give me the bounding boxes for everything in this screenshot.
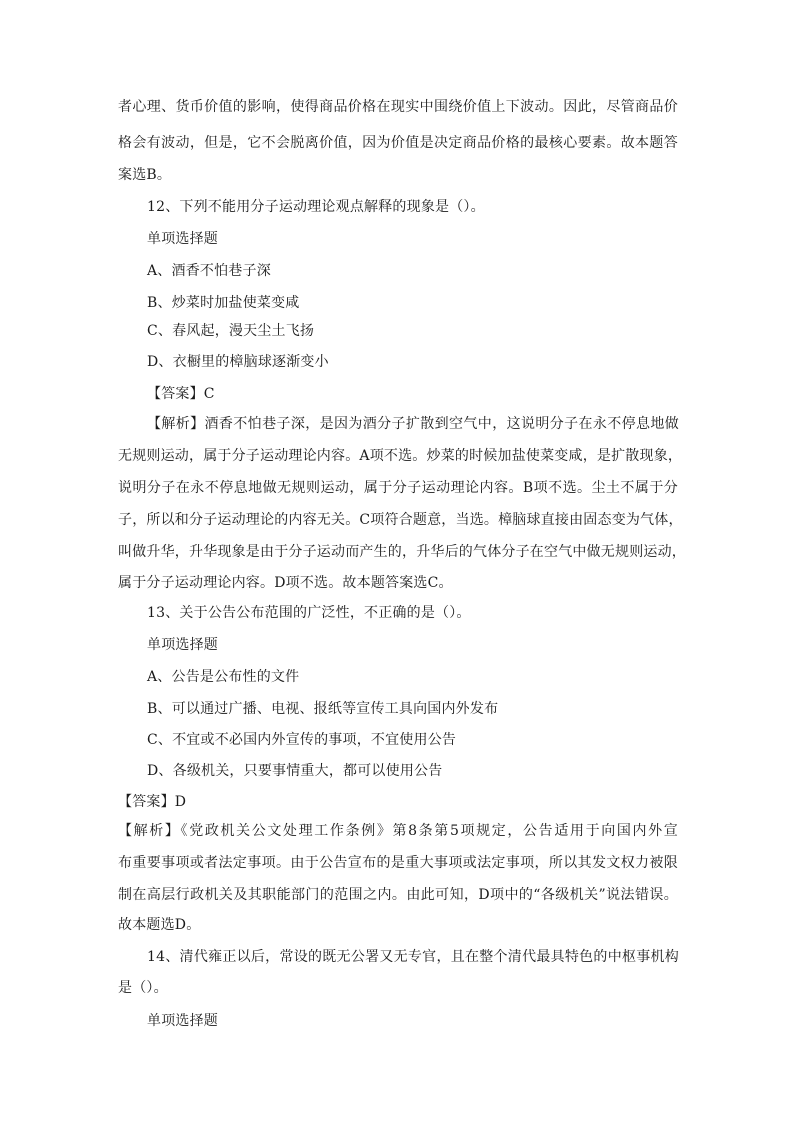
paragraph-line: 者心理、货币价值的影响，使得商品价格在现实中围绕价值上下波动。因此，尽管商品价 xyxy=(118,99,678,115)
option-c: C、不宜或不必国内外宣传的事项，不宜使用公告 xyxy=(147,732,457,748)
explanation-line: 属于分子运动理论内容。D项不选。故本题答案选C。 xyxy=(118,575,453,591)
option-d: D、各级机关，只要事情重大，都可以使用公告 xyxy=(147,763,443,779)
explanation-line: 制在高层行政机关及其职能部门的范围之内。由此可知，D项中的“各级机关”说法错误。 xyxy=(118,887,678,903)
answer-label: 【答案】C xyxy=(147,386,215,402)
explanation-line: 子，所以和分子运动理论的内容无关。C项符合题意，当选。樟脑球直接由固态变为气体， xyxy=(118,512,683,528)
question-14-title-continued: 是（）。 xyxy=(118,980,168,996)
explanation-line: 【解析】酒香不怕巷子深，是因为酒分子扩散到空气中，这说明分子在永不停息地做 xyxy=(147,416,679,432)
option-d: D、衣橱里的樟脑球逐渐变小 xyxy=(147,354,329,370)
paragraph-line: 格会有波动，但是，它不会脱离价值，因为价值是决定商品价格的最核心要素。故本题答 xyxy=(118,135,678,151)
paragraph-line: 案选B。 xyxy=(118,167,172,183)
explanation-line: 说明分子在永不停息地做无规则运动，属于分子运动理论内容。B项不选。尘土不属于分 xyxy=(118,480,678,496)
question-type-label: 单项选择题 xyxy=(147,1013,218,1029)
explanation-line: 故本题选D。 xyxy=(118,917,201,933)
explanation-line: 叫做升华，升华现象是由于分子运动而产生的，升华后的气体分子在空气中做无规则运动， xyxy=(118,544,686,560)
option-a: A、公告是公布性的文件 xyxy=(147,669,300,685)
explanation-line: 【解析】《党政机关公文处理工作条例》第8条第5项规定，公告适用于向国内外宣 xyxy=(118,823,678,839)
explanation-line: 无规则运动，属于分子运动理论内容。A项不选。炒菜的时候加盐使菜变咸，是扩散现象， xyxy=(118,448,683,464)
question-type-label: 单项选择题 xyxy=(147,231,218,247)
question-14-title: 14、清代雍正以后，常设的既无公署又无专官，且在整个清代最具特色的中枢事机构 xyxy=(147,949,679,965)
question-type-label: 单项选择题 xyxy=(147,637,218,653)
answer-label: 【答案】D xyxy=(118,794,187,810)
question-13-title: 13、关于公告公布范围的广泛性，不正确的是（）。 xyxy=(147,605,471,621)
option-b: B、炒菜时加盐使菜变咸 xyxy=(147,295,300,311)
option-c: C、春风起，漫天尘土飞扬 xyxy=(147,323,315,339)
option-a: A、酒香不怕巷子深 xyxy=(147,263,271,279)
question-12-title: 12、下列不能用分子运动理论观点解释的现象是（）。 xyxy=(147,199,485,215)
option-b: B、可以通过广播、电视、报纸等宣传工具向国内外发布 xyxy=(147,701,499,717)
explanation-line: 布重要事项或者法定事项。由于公告宣布的是重大事项或法定事项，所以其发文权力被限 xyxy=(118,855,678,871)
